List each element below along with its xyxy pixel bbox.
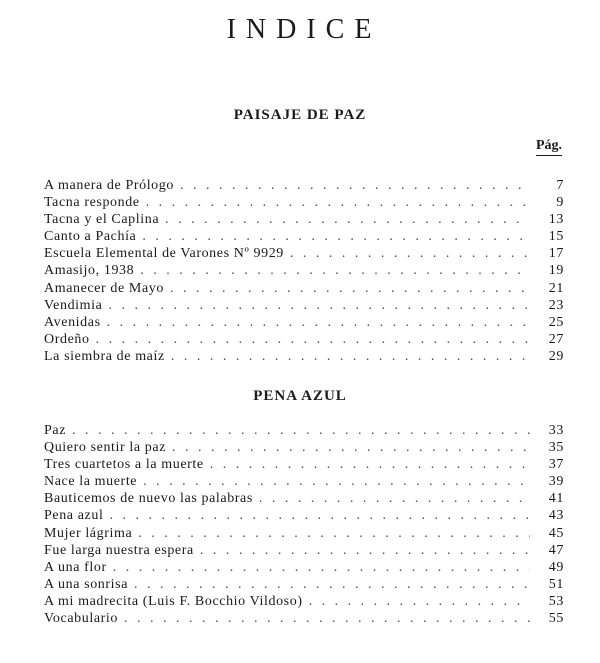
toc-entry-page: 25 [548,314,564,330]
dot-leader [180,177,530,194]
toc-entry-page: 41 [548,491,564,507]
dot-leader [124,610,530,627]
toc-entry-page: 15 [548,229,564,245]
toc-entry-page: 9 [556,195,564,211]
toc-entry-title: Amanecer de Mayo [44,280,164,296]
toc-entry[interactable] [44,422,564,439]
toc-entry[interactable] [44,490,564,507]
toc-entry-title: Canto a Pachía [44,229,137,245]
toc-entry[interactable] [44,280,564,297]
toc-entry[interactable] [44,211,564,228]
toc-entry[interactable] [44,439,564,456]
toc-entry-title: Nace la muerte [44,474,138,490]
toc-entry-title: Tacna y el Caplina [44,212,160,228]
toc-entry-title: Fue larga nuestra espera [44,542,194,558]
toc-entry-page: 17 [548,246,564,262]
dot-leader [140,262,530,279]
toc-entry[interactable] [44,348,564,365]
toc-entry[interactable] [44,456,564,473]
toc-entry-title: A una flor [44,559,107,575]
toc-entry-page: 47 [548,542,564,558]
toc-entry-page: 51 [548,576,564,592]
page-column-header: Pág. [536,138,562,156]
toc-entry[interactable] [44,262,564,279]
toc-entry-title: Tres cuartetos a la muerte [44,457,204,473]
dot-leader [72,422,530,439]
toc-entry[interactable] [44,576,564,593]
dot-leader [109,507,530,524]
toc-entry-page: 29 [548,348,564,364]
toc-entry-page: 39 [548,474,564,490]
toc-entry[interactable] [44,245,564,262]
dot-leader [170,280,530,297]
dot-leader [290,245,530,262]
toc-entry-title: Amasijo, 1938 [44,263,135,279]
toc-entry[interactable] [44,228,564,245]
toc-entry-title: A una sonrisa [44,576,129,592]
toc-entry-title: Escuela Elemental de Varones Nº 9929 [44,246,284,262]
dot-leader [146,194,530,211]
dot-leader [172,439,530,456]
toc-entry-title: Paz [44,423,67,438]
dot-leader [138,525,530,542]
toc-entry[interactable] [44,507,564,524]
toc-entry-title: Avenidas [44,314,101,330]
dot-leader [165,211,530,228]
toc-entry-title: A mi madrecita (Luis F. Bocchio Vildoso) [44,593,303,609]
toc-entry-title: Quiero sentir la paz [44,440,167,456]
toc-entry[interactable] [44,593,564,610]
toc-entry[interactable] [44,610,564,627]
dot-leader [210,456,530,473]
toc-entry[interactable] [44,542,564,559]
dot-leader [142,228,530,245]
toc-entry-title: La siembra de maíz [44,348,165,364]
toc-entry-title: A manera de Prólogo [44,178,174,193]
toc-entry-title: Pena azul [44,508,104,524]
dot-leader [143,473,530,490]
dot-leader [200,542,530,559]
toc-entry-page: 35 [548,440,564,456]
toc-entry-page: 27 [548,331,564,347]
toc-entry-page: 37 [548,457,564,473]
dot-leader [171,348,530,365]
toc-entry[interactable] [44,559,564,576]
dot-leader [96,331,530,348]
toc-entry-title: Bauticemos de nuevo las palabras [44,491,253,507]
toc-entry-page: 23 [548,297,564,313]
toc-entry-title: Vocabulario [44,611,118,627]
dot-leader [134,576,530,593]
toc-entry-title: Tacna responde [44,195,140,211]
toc-entry-page: 45 [548,525,564,541]
dot-leader [259,490,530,507]
toc-entry[interactable] [44,525,564,542]
toc-list-pena-azul [44,422,564,627]
dot-leader [309,593,530,610]
toc-entry[interactable] [44,177,564,194]
dot-leader [113,559,530,576]
toc-entry-page: 21 [548,280,564,296]
toc-entry-title: Mujer lágrima [44,525,133,541]
toc-entry-page: 19 [548,263,564,279]
toc-entry-page: 55 [548,611,564,627]
toc-entry[interactable] [44,473,564,490]
toc-entry-page: 7 [556,178,564,193]
toc-entry-page: 49 [548,559,564,575]
dot-leader [107,314,530,331]
toc-entry[interactable] [44,331,564,348]
toc-entry-title: Vendimia [44,297,103,313]
toc-entry[interactable] [44,297,564,314]
toc-entry-page: 43 [548,508,564,524]
toc-entry-title: Ordeño [44,331,90,347]
section-title-pena-azul: PENA AZUL [253,388,347,404]
toc-entry-page: 33 [548,423,564,438]
toc-entry[interactable] [44,314,564,331]
toc-entry-page: 53 [548,593,564,609]
section-title-paisaje-de-paz: PAISAJE DE PAZ [233,107,367,123]
toc-entry[interactable] [44,194,564,211]
dot-leader [108,297,530,314]
toc-list-paisaje-de-paz [44,177,564,365]
page-title: INDICE [226,14,382,45]
toc-entry-page: 13 [548,212,564,228]
